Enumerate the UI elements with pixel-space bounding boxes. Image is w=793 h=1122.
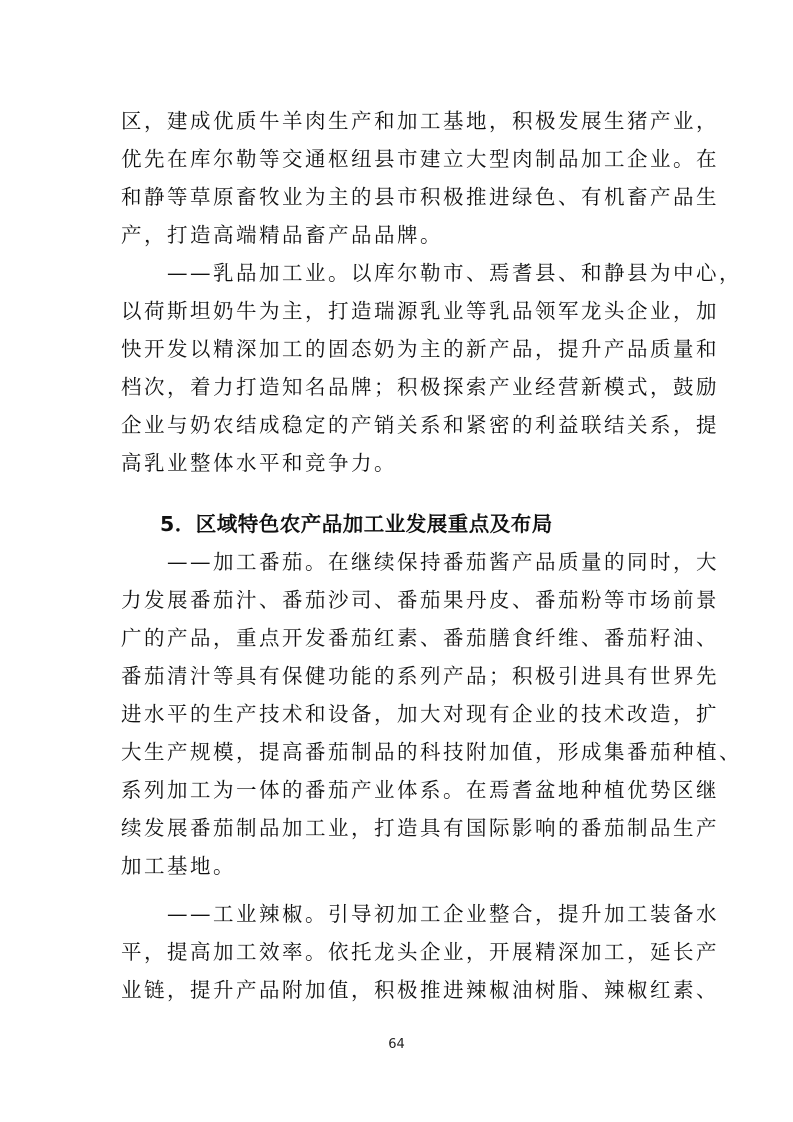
section-heading: 5．区域特色农产品加工业发展重点及布局 (160, 512, 553, 536)
text-line: 平，提高加工效率。依托龙头企业，开展精深加工，延长产 (121, 940, 719, 964)
page-number: 64 (388, 1037, 405, 1052)
text-line: ——乳品加工业。以库尔勒市、焉耆县、和静县为中心， (121, 261, 742, 285)
text-line: 区，建成优质牛羊肉生产和加工基地，积极发展生猪产业， (121, 109, 719, 133)
text-line: 进水平的生产技术和设备，加大对现有企业的技术改造，扩 (121, 702, 719, 726)
text-line: 加工基地。 (121, 854, 236, 878)
text-line: 企业与奶农结成稳定的产销关系和紧密的利益联结关系，提 (121, 413, 719, 437)
text-line: 产，打造高端精品畜产品品牌。 (121, 223, 443, 247)
text-line: 大生产规模，提高番茄制品的科技附加值，形成集番茄种植、 (121, 740, 742, 764)
text-line: 系列加工为一体的番茄产业体系。在焉耆盆地种植优势区继 (121, 778, 719, 802)
text-line: ——加工番茄。在继续保持番茄酱产品质量的同时，大 (121, 550, 719, 574)
text-line: 高乳业整体水平和竞争力。 (121, 451, 397, 475)
text-line: 广的产品，重点开发番茄红素、番茄膳食纤维、番茄籽油、 (121, 626, 719, 650)
text-line: 力发展番茄汁、番茄沙司、番茄果丹皮、番茄粉等市场前景 (121, 588, 719, 612)
text-line: 番茄清汁等具有保健功能的系列产品；积极引进具有世界先 (121, 664, 719, 688)
text-line: ——工业辣椒。引导初加工企业整合，提升加工装备水 (121, 902, 719, 926)
text-line: 续发展番茄制品加工业，打造具有国际影响的番茄制品生产 (121, 816, 719, 840)
text-line: 快开发以精深加工的固态奶为主的新产品，提升产品质量和 (121, 337, 719, 361)
text-line: 优先在库尔勒等交通枢纽县市建立大型肉制品加工企业。在 (121, 147, 719, 171)
text-line: 和静等草原畜牧业为主的县市积极推进绿色、有机畜产品生 (121, 185, 719, 209)
text-line: 业链，提升产品附加值，积极推进辣椒油树脂、辣椒红素、 (121, 978, 719, 1002)
text-line: 以荷斯坦奶牛为主，打造瑞源乳业等乳品领军龙头企业，加 (121, 299, 719, 323)
text-line: 档次，着力打造知名品牌；积极探索产业经营新模式，鼓励 (121, 375, 719, 399)
